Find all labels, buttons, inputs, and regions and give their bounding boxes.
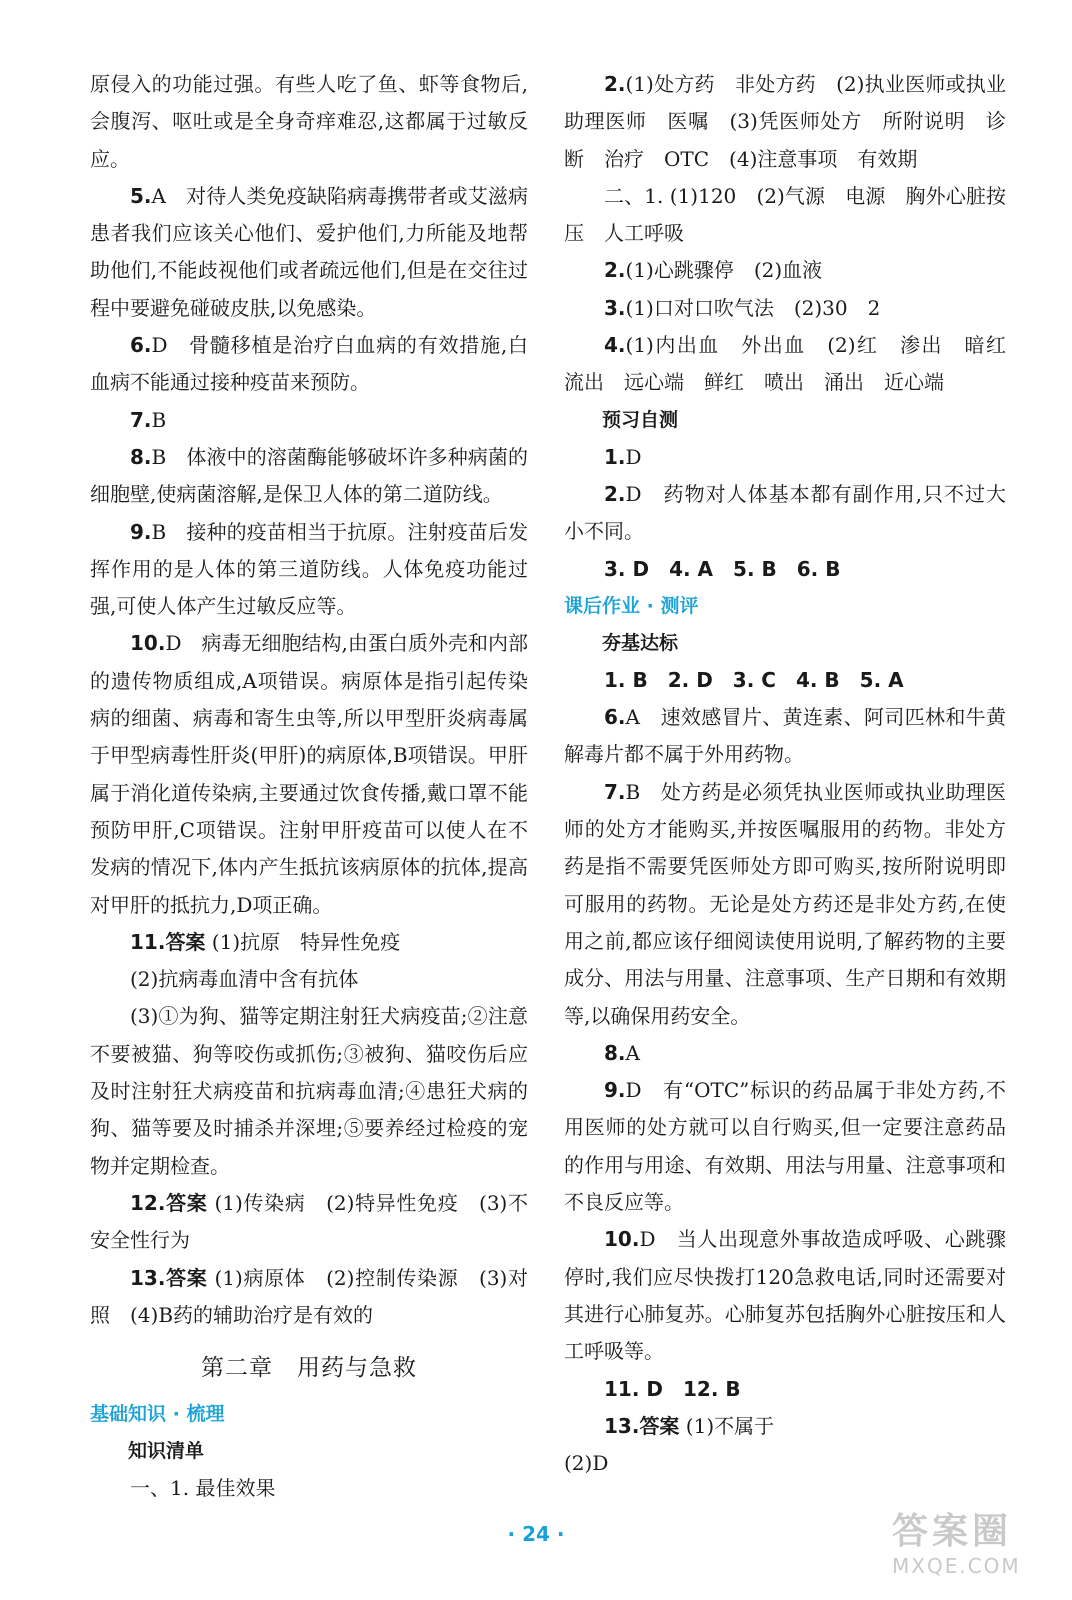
knowledge-item-1: 一、1. 最佳效果 — [130, 1476, 276, 1501]
answer-10: 10.D 病毒无细胞结构,由蛋白质外壳和内部的遗传物质组成,A项错误。病原体是指引起传染病的细菌、病毒和寄生虫等,所以甲型肝炎病毒属于甲型病毒性肝炎(甲肝)的病原体,B项错误。甲肝属于消化道传染病,主要通过饮食传播,戴口罩不能预防甲肝,C项错误。注射甲肝疫苗可以使人在不发病的情况下,体内产生抵抗该病原体的抗体,提高对甲肝的抵抗力,D项正确。 — [90, 631, 528, 917]
knowledge-item-2: 2.(1)处方药 非处方药 (2)执业医师或执业助理医师 医嘱 (3)凭医师处方 所附说明 诊断 治疗 OTC (4)注意事项 有效期 — [564, 72, 1006, 171]
knowledge-two-1: 二、1. (1)120 (2)气源 电源 胸外心脏按压 人工呼吸 — [564, 183, 1006, 246]
subhead-preview-test: 预习自测 — [602, 408, 679, 431]
answer-11-part-3: (3)①为狗、猫等定期注射狂犬病疫苗;②注意不要被猫、狗等咬伤或抓伤;③被狗、猫咬伤后应及时注射狂犬病疫苗和抗病毒血清;④患狂犬病的狗、猫等要及时捕杀并深埋;⑤要养经过检疫的宠物并定期检查。 — [90, 1004, 528, 1178]
preview-answer-1: 1.D — [604, 444, 642, 469]
left-column — [90, 66, 528, 1507]
answer-8: 8.B 体液中的溶菌酶能够破坏许多种病菌的细胞壁,使病菌溶解,是保卫人体的第二道防线。 — [90, 444, 528, 507]
watermark-text: 答案圈 — [892, 1511, 1013, 1552]
subhead-foundation: 夯基达标 — [602, 631, 679, 654]
knowledge-two-2: 2.(1)心跳骤停 (2)血液 — [604, 258, 823, 283]
foundation-answers-1-5: 1. B 2. D 3. C 4. B 5. A — [604, 667, 904, 692]
watermark-logo — [892, 1510, 1042, 1584]
foundation-answer-10: 10.D 当人出现意外事故造成呼吸、心跳骤停时,我们应尽快拨打120急救电话,同时还需要对其进行心肺复苏。心肺复苏包括胸外心脏按压和人工呼吸等。 — [564, 1227, 1006, 1364]
preview-answer-2: 2.D 药物对人体基本都有副作用,只不过大小不同。 — [564, 481, 1006, 544]
knowledge-two-4: 4.(1)内出血 外出血 (2)红 渗出 暗红 流出 远心端 鲜红 喷出 涌出 近心端 — [564, 333, 1026, 395]
answer-6: 6.D 骨髓移植是治疗白血病的有效措施,白血病不能通过接种疫苗来预防。 — [90, 333, 528, 395]
answer-13: 13.答案 (1)病原体 (2)控制传染源 (3)对照 (4)B药的辅助治疗是有效的 — [90, 1265, 529, 1327]
foundation-answer-9: 9.D 有“OTC”标识的药品属于非处方药,不用医师的处方就可以自行购买,但一定要注意药品的作用与用途、有效期、用法与用量、注意事项和不良反应等。 — [564, 1078, 1006, 1215]
watermark-url: MXQE.COM — [892, 1554, 1021, 1578]
foundation-answers-11-12: 11. D 12. B — [604, 1376, 741, 1401]
subhead-knowledge-list: 知识清单 — [128, 1440, 205, 1463]
answer-9: 9.B 接种的疫苗相当于抗原。注射疫苗后发挥作用的是人体的第三道防线。人体免疫功能过强,可使人体产生过敏反应等。 — [90, 519, 528, 619]
knowledge-two-3: 3.(1)口对口吹气法 (2)30 2 — [604, 295, 881, 320]
right-column — [564, 66, 1026, 1482]
answer-5: 5.A 对待人类免疫缺陷病毒携带者或艾滋病患者我们应该关心他们、爱护他们,力所能及地帮助他们,不能歧视他们或者疏远他们,但是在交往过程中要避免碰破皮肤,以免感染。 — [90, 183, 528, 320]
answer-11: 11.答案 (1)抗原 特异性免疫 — [130, 929, 401, 954]
page-number: · 24 · — [507, 1522, 565, 1546]
section-basic-knowledge: 基础知识 · 梳理 — [90, 1403, 225, 1426]
foundation-answer-8: 8.A — [604, 1040, 640, 1065]
foundation-answer-13-part-2: (2)D — [564, 1451, 609, 1476]
chapter-title: 第二章 用药与急救 — [201, 1355, 417, 1382]
answer-7: 7.B — [130, 407, 167, 432]
answer-11-part-2: (2)抗病毒血清中含有抗体 — [130, 967, 359, 992]
section-homework: 课后作业 · 测评 — [564, 594, 699, 617]
answer-12: 12.答案 (1)传染病 (2)特异性免疫 (3)不安全性行为 — [90, 1190, 529, 1253]
preview-answers-3-6: 3. D 4. A 5. B 6. B — [604, 556, 841, 581]
foundation-answer-6: 6.A 速效感冒片、黄连素、阿司匹林和牛黄解毒片都不属于外用药物。 — [564, 705, 1006, 767]
continued-paragraph: 原侵入的功能过强。有些人吃了鱼、虾等食物后,会腹泻、呕吐或是全身奇痒难忍,这都属于过敏反应。 — [90, 72, 528, 171]
foundation-answer-7: 7.B 处方药是必须凭执业医师或执业助理医师的处方才能购买,并按医嘱服用的药物。非处方药是指不需要凭医师处方即可购买,按所附说明即可服用的药物。无论是处方药还是非处方药,在使用之前,都应该仔细阅读使用说明,了解药物的主要成分、用法与用量、注意事项、生产日期和有效期等,以确保用药安全。 — [564, 779, 1006, 1028]
foundation-answer-13: 13.答案 (1)不属于 — [604, 1413, 775, 1438]
